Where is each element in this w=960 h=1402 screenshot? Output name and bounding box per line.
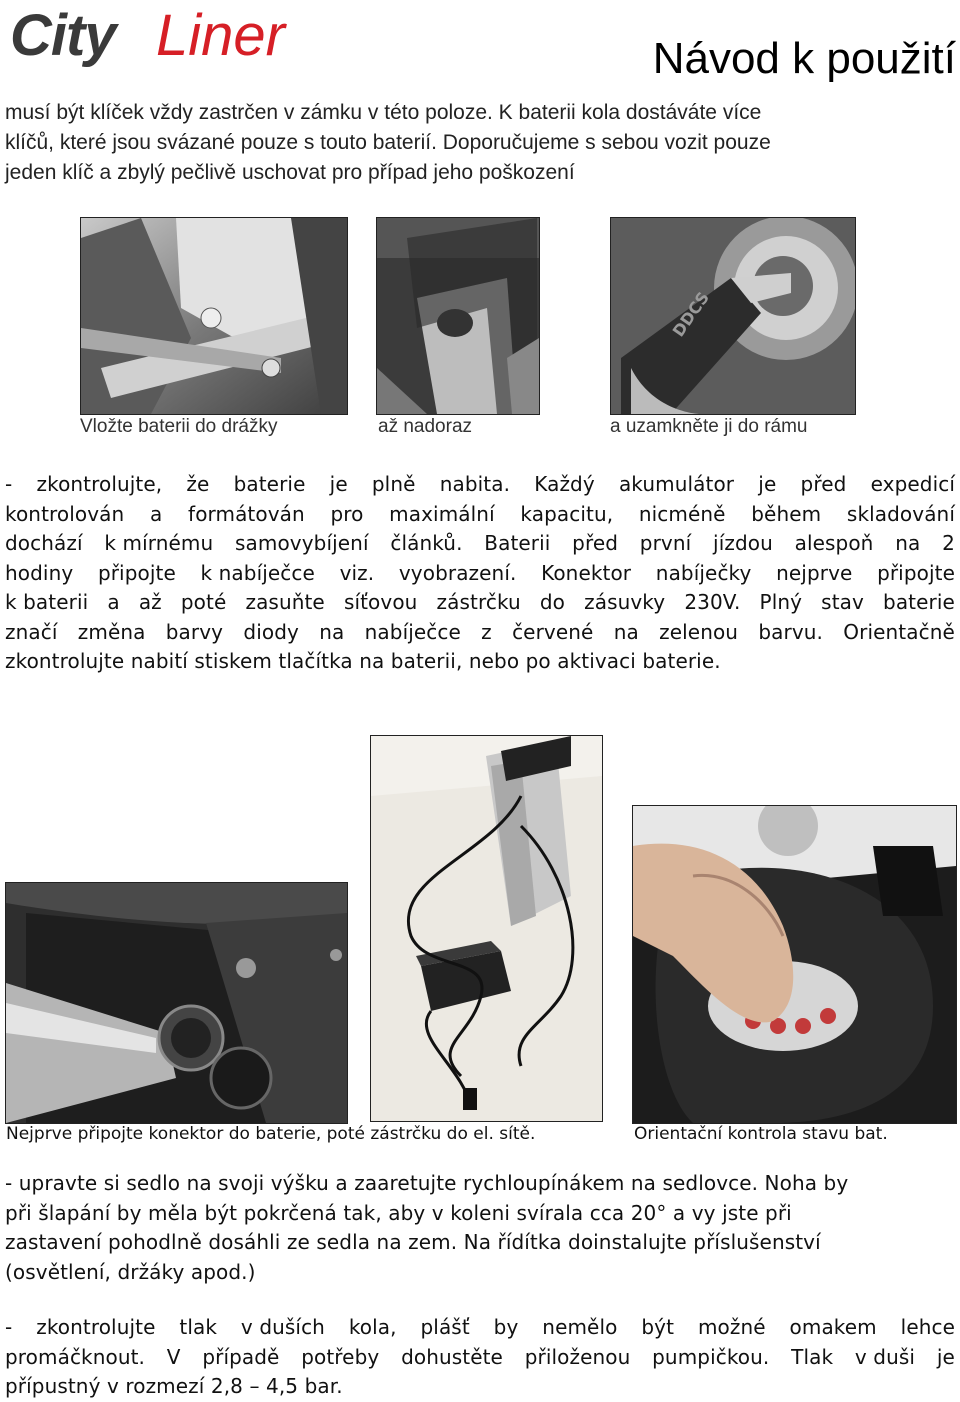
word: tlak (179, 1315, 218, 1339)
word: - (5, 1315, 13, 1339)
word: jízdou (713, 531, 773, 555)
word: zasuňte (245, 590, 325, 614)
tyres-line-last: přípustný v rozmezí 2,8 – 4,5 bar. (5, 1374, 343, 1398)
word: nabita. (439, 472, 511, 496)
word: k baterii (5, 590, 89, 614)
word: Baterii (484, 531, 551, 555)
word: nicméně (638, 501, 726, 526)
word: nemělo (542, 1315, 618, 1339)
word: 230V. (684, 590, 741, 614)
word: na (319, 619, 345, 644)
word: možné (697, 1315, 766, 1339)
word: kapacitu, (520, 501, 614, 526)
charging-line (5, 559, 955, 589)
word: na (613, 619, 639, 644)
word: akumulátor (618, 472, 735, 496)
word: přiloženou (524, 1344, 631, 1369)
charging-line (5, 618, 955, 648)
word: kontrolován (5, 501, 125, 526)
word: zelenou (659, 619, 739, 644)
word: V (166, 1344, 181, 1369)
caption-battery-check: Orientační kontrola stavu bat. (634, 1124, 888, 1144)
word: před (572, 531, 619, 555)
word: první (639, 531, 692, 555)
word: značí (5, 619, 58, 644)
intro-line: musí být klíček vždy zastrčen v zámku v této poloze. K baterii kola dostáváte více (5, 101, 762, 124)
word: zkontrolujte (36, 1315, 156, 1339)
charging-line-last: zkontrolujte nabití stiskem tlačítka na baterii, nebo po aktivaci baterie. (5, 649, 721, 673)
word: být (641, 1315, 675, 1339)
word: hodiny (5, 560, 74, 585)
word: potřeby (301, 1344, 380, 1369)
word: alespoň (794, 531, 874, 555)
word: 2 (942, 531, 955, 555)
caption-connect-charger: Nejprve připojte konektor do baterie, poté zástrčku do el. sítě. (6, 1124, 536, 1144)
charging-paragraph (5, 470, 955, 677)
photo-charger (370, 735, 603, 1122)
word: případě (202, 1344, 280, 1369)
word: připojte (97, 560, 176, 585)
page-title: Návod k použití (652, 34, 956, 83)
word: lehce (900, 1315, 955, 1339)
word: plně (371, 472, 416, 496)
charging-line (5, 588, 955, 618)
word: baterie (233, 472, 306, 496)
word: formátován (188, 501, 305, 526)
word: by (493, 1315, 519, 1339)
saddle-line: - upravte si sedlo na svoji výšku a zaaretujte rychloupínákem na sedlovce. Noha by (5, 1171, 849, 1195)
photo-battery-connector (5, 882, 348, 1124)
word: stav (821, 590, 864, 614)
word: barvu. (758, 619, 824, 644)
caption-insert-battery: Vložte baterii do drážky (80, 416, 278, 437)
word: barvy (165, 619, 224, 644)
caption-lock-frame: a uzamkněte ji do rámu (610, 416, 808, 437)
charging-line (5, 500, 955, 530)
word: vyobrazení. (398, 560, 517, 585)
word: Konektor (541, 560, 632, 585)
caption-push-in: až nadoraz (378, 416, 473, 437)
tyres-line (5, 1343, 955, 1373)
charging-line (5, 470, 955, 500)
word: omakem (789, 1315, 877, 1339)
photo-battery-pushed (376, 217, 540, 415)
word: Tlak (791, 1344, 834, 1369)
word: k nabíječce (200, 560, 315, 585)
word: pumpičkou. (652, 1344, 770, 1369)
cityliner-logo (8, 4, 353, 68)
word: zástrčku (436, 590, 521, 614)
word: dochází (5, 531, 83, 555)
word: je (936, 1344, 955, 1369)
photo-key-lock (610, 217, 856, 415)
word: nabíječky (655, 560, 752, 585)
logo-city-text: City (10, 3, 116, 68)
word: k mírnému (104, 531, 214, 555)
word: před (800, 472, 847, 496)
word: - (5, 472, 13, 496)
photo-battery-indicator (632, 805, 957, 1124)
word: skladování (846, 501, 955, 526)
word: z (481, 619, 492, 644)
word: až (138, 590, 162, 614)
word: během (751, 501, 822, 526)
logo-liner-text: Liner (156, 3, 285, 68)
saddle-line: zastavení pohodlně dosáhli ze sedla na zem. Na řídítka doinstalujte příslušenství (5, 1230, 821, 1254)
charging-line (5, 529, 955, 559)
word: v duších (240, 1315, 325, 1339)
word: zásuvky (584, 590, 666, 614)
word: diody (243, 619, 299, 644)
word: že (186, 472, 210, 496)
word: a (107, 590, 120, 614)
saddle-paragraph (5, 1169, 955, 1287)
saddle-line: při šlapání by měla být pokrčená tak, aby v koleni svírala cca 20° a vy jste při (5, 1200, 792, 1225)
word: Každý (534, 472, 595, 496)
intro-line: klíčů, které jsou svázané pouze s touto baterií. Doporučujeme s sebou vozit pouze (5, 131, 771, 154)
key-brand-text: DDCS (668, 288, 714, 341)
word: baterie (883, 590, 955, 614)
word: připojte (877, 560, 955, 585)
word: Orientačně (843, 619, 955, 644)
photo-battery-slot (80, 217, 348, 415)
word: plášť (420, 1315, 470, 1339)
word: článků. (390, 531, 463, 555)
saddle-line: (osvětlení, držáky apod.) (5, 1259, 256, 1284)
word: na (895, 531, 921, 555)
word: červené (512, 619, 594, 644)
word: expedicí (870, 472, 955, 496)
word: je (329, 472, 348, 496)
word: dohustěte (401, 1344, 503, 1369)
tyres-line (5, 1313, 955, 1343)
word: zkontrolujte, (36, 472, 163, 496)
word: nejprve (776, 560, 853, 585)
word: pro (330, 501, 364, 526)
word: síťovou (343, 590, 418, 614)
word: do (539, 590, 566, 614)
word: v duši (854, 1344, 916, 1369)
word: promáčknout. (5, 1344, 146, 1369)
word: změna (77, 619, 146, 644)
word: kola, (348, 1315, 397, 1339)
word: poté (180, 590, 227, 614)
intro-paragraph (5, 98, 955, 188)
word: je (758, 472, 777, 496)
word: viz. (339, 560, 375, 585)
word: a (150, 501, 163, 526)
intro-line: jeden klíč a zbylý pečlivě uschovat pro případ jeho poškození (5, 161, 575, 184)
word: samovybíjení (234, 531, 369, 555)
word: Plný (759, 590, 803, 614)
word: maximální (389, 501, 495, 526)
word: nabíječce (364, 619, 461, 644)
tyres-paragraph (5, 1313, 955, 1402)
